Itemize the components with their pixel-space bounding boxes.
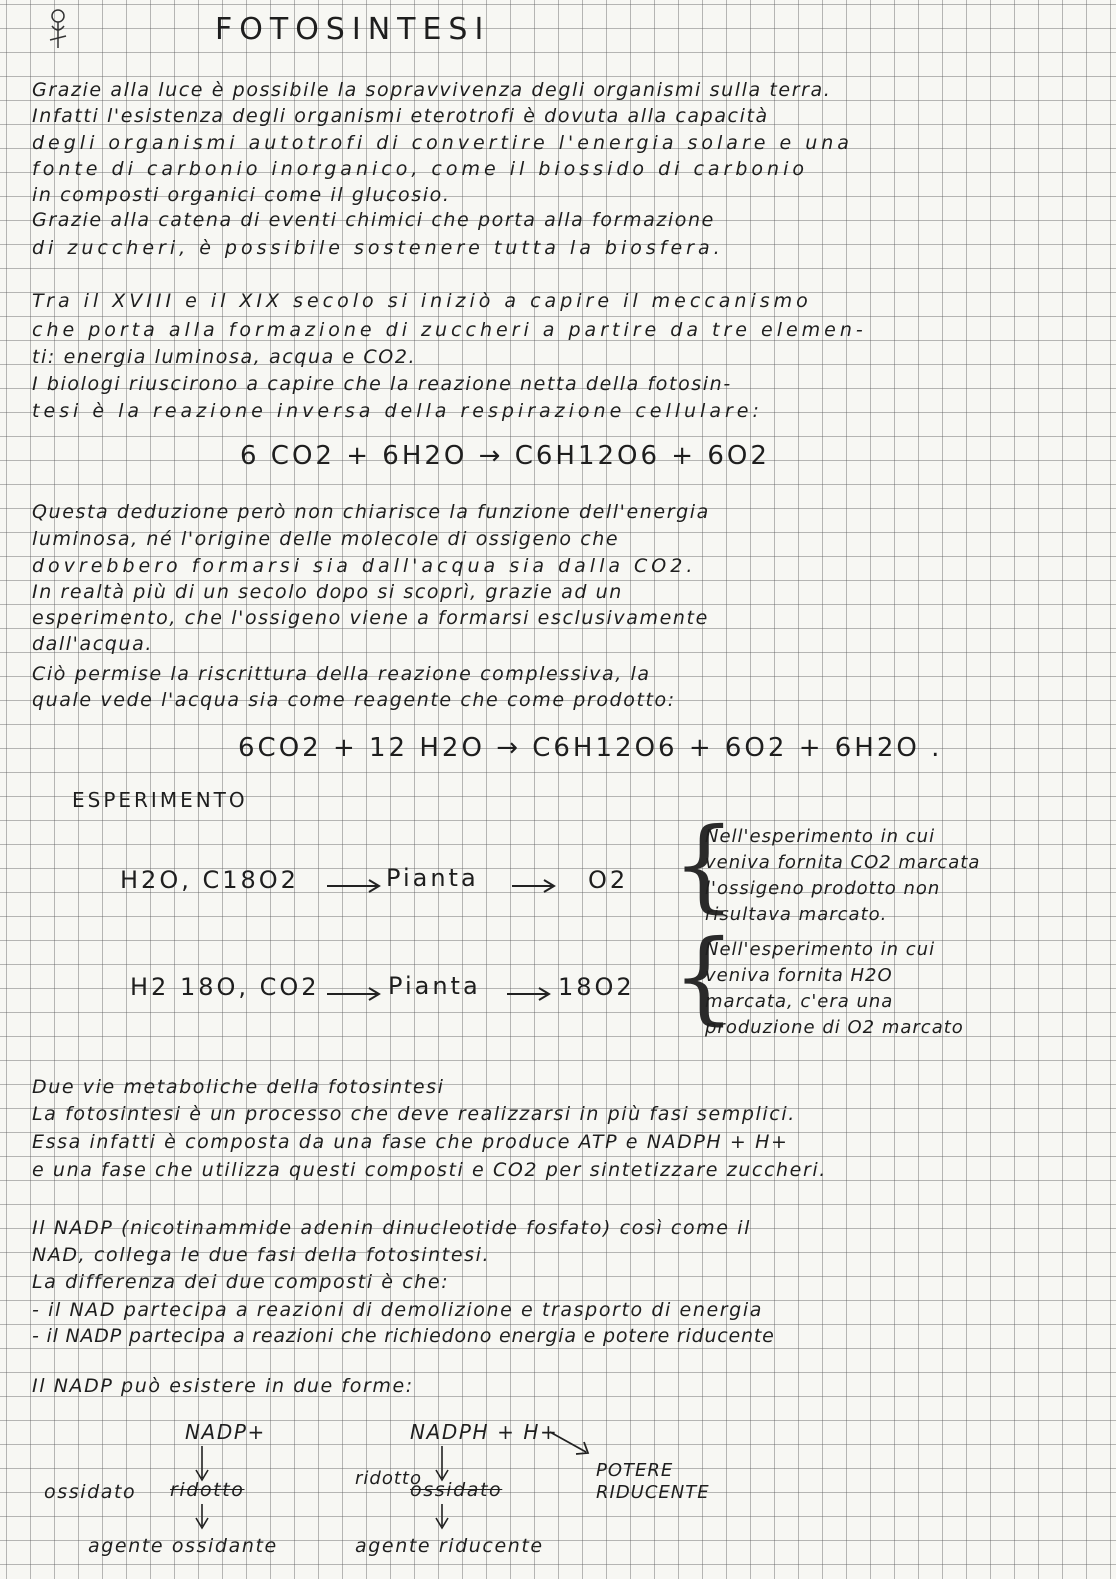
arrow-right-icon	[505, 986, 555, 1002]
history-line-5: tesi è la reazione inversa della respirazione cellulare:	[32, 400, 763, 422]
intro-line-7: di zuccheri, è possibile sostenere tutta la biosfera.	[32, 237, 724, 259]
experiment-2-product: 18O2	[558, 973, 635, 1001]
history-line-3: ti: energia luminosa, acqua e CO2.	[32, 346, 417, 368]
deduction-line-6: dall'acqua.	[32, 633, 153, 655]
reducing-power-label: POTERE RIDUCENTE	[596, 1460, 710, 1503]
experiment-2-plant: Pianta	[388, 972, 481, 1000]
deduction-line-8: quale vede l'acqua sia come reagente che come prodotto:	[32, 689, 676, 711]
experiment-1-reactants: H2O, C18O2	[120, 866, 299, 894]
history-line-4: I biologi riuscirono a capire che la reazione netta della fotosin-	[32, 373, 732, 395]
experiment-2-note-1: Nell'esperimento in cui	[705, 939, 936, 960]
experiment-1-note-1: Nell'esperimento in cui	[705, 826, 936, 847]
experiment-1-note-2: veniva fornita CO2 marcata	[705, 852, 981, 873]
deduction-line-5: esperimento, che l'ossigeno viene a formarsi esclusivamente	[32, 607, 709, 629]
nadp-forms-title: Il NADP può esistere in due forme:	[32, 1375, 414, 1397]
brace-icon: {	[672, 918, 736, 1035]
page-title: FOTOSINTESI	[215, 12, 491, 47]
arrow-down-icon	[192, 1502, 212, 1532]
experiment-2-note-2: veniva fornita H2O	[705, 965, 893, 986]
history-line-1: Tra il XVIII e il XIX secolo si iniziò a capire il meccanismo	[32, 290, 812, 312]
pathways-heading: Due vie metaboliche della fotosintesi	[32, 1076, 445, 1098]
experiment-2-note-3: marcata, c'era una	[705, 991, 894, 1012]
intro-line-5: in composti organici come il glucosio.	[32, 184, 451, 206]
reduced-label: ridotto	[355, 1468, 422, 1489]
equation-complete: 6CO2 + 12 H2O → C6H12O6 + 6O2 + 6H2O .	[238, 733, 943, 763]
intro-line-3: degli organismi autotrofi di convertire l'energia solare e una	[32, 132, 853, 154]
arrow-right-icon	[325, 986, 385, 1002]
pathways-line-2: Essa infatti è composta da una fase che produce ATP e NADPH + H+	[32, 1131, 789, 1153]
intro-line-1: Grazie alla luce è possibile la sopravvivenza degli organismi sulla terra.	[32, 79, 832, 101]
nadp-reduced-formula: NADPH + H+	[410, 1420, 559, 1444]
deduction-line-4: In realtà più di un secolo dopo si scoprì, grazie ad un	[32, 581, 623, 603]
experiment-2-reactants: H2 18O, CO2	[130, 973, 320, 1001]
flower-doodle-icon	[38, 4, 78, 54]
arrow-down-icon	[432, 1502, 452, 1532]
experiment-2-note-4: produzione di O2 marcato	[705, 1017, 964, 1038]
oxidizing-agent-label: agente ossidante	[88, 1535, 278, 1557]
reducing-agent-label: agente riducente	[355, 1535, 544, 1557]
oxidized-struck-label: ridotto	[170, 1479, 245, 1501]
nadp-oxidized-formula: NADP+	[185, 1420, 266, 1444]
arrow-right-down-icon	[548, 1430, 598, 1460]
nadp-line-4: - il NAD partecipa a reazioni di demolizione e trasporto di energia	[32, 1299, 763, 1321]
equation-respiration-inverse: 6 CO2 + 6H2O → C6H12O6 + 6O2	[240, 441, 770, 471]
deduction-line-7: Ciò permise la riscrittura della reazione complessiva, la	[32, 663, 651, 685]
arrow-right-icon	[510, 878, 560, 894]
experiment-1-product: O2	[588, 866, 629, 894]
nadp-line-1: Il NADP (nicotinammide adenin dinucleotide fosfato) così come il	[32, 1217, 751, 1239]
nadp-line-2: NAD, collega le due fasi della fotosintesi.	[32, 1244, 491, 1266]
deduction-line-1: Questa deduzione però non chiarisce la funzione dell'energia	[32, 501, 710, 523]
pathways-line-3: e una fase che utilizza questi composti e CO2 per sintetizzare zuccheri.	[32, 1159, 827, 1181]
pathways-line-1: La fotosintesi è un processo che deve realizzarsi in più fasi semplici.	[32, 1103, 796, 1125]
experiment-1-note-4: risultava marcato.	[705, 904, 888, 925]
deduction-line-2: luminosa, né l'origine delle molecole di ossigeno che	[32, 528, 620, 550]
experiment-heading: ESPERIMENTO	[72, 788, 248, 812]
intro-line-2: Infatti l'esistenza degli organismi eterotrofi è dovuta alla capacità	[32, 105, 769, 127]
experiment-1-plant: Pianta	[386, 864, 479, 892]
intro-line-6: Grazie alla catena di eventi chimici che porta alla formazione	[32, 209, 715, 231]
nadp-line-5: - il NADP partecipa a reazioni che richiedono energia e potere riducente	[32, 1325, 775, 1347]
reduced-struck-label: ossidato	[410, 1479, 503, 1501]
arrow-right-icon	[325, 878, 385, 894]
nadp-line-3: La differenza dei due composti è che:	[32, 1271, 450, 1293]
oxidized-label: ossidato	[44, 1481, 137, 1503]
intro-line-4: fonte di carbonio inorganico, come il biossido di carbonio	[32, 158, 808, 180]
experiment-1-note-3: l'ossigeno prodotto non	[705, 878, 941, 899]
deduction-line-3: dovrebbero formarsi sia dall'acqua sia dalla CO2.	[32, 555, 697, 577]
history-line-2: che porta alla formazione di zuccheri a partire da tre elemen-	[32, 319, 867, 341]
brace-icon: {	[672, 806, 736, 923]
